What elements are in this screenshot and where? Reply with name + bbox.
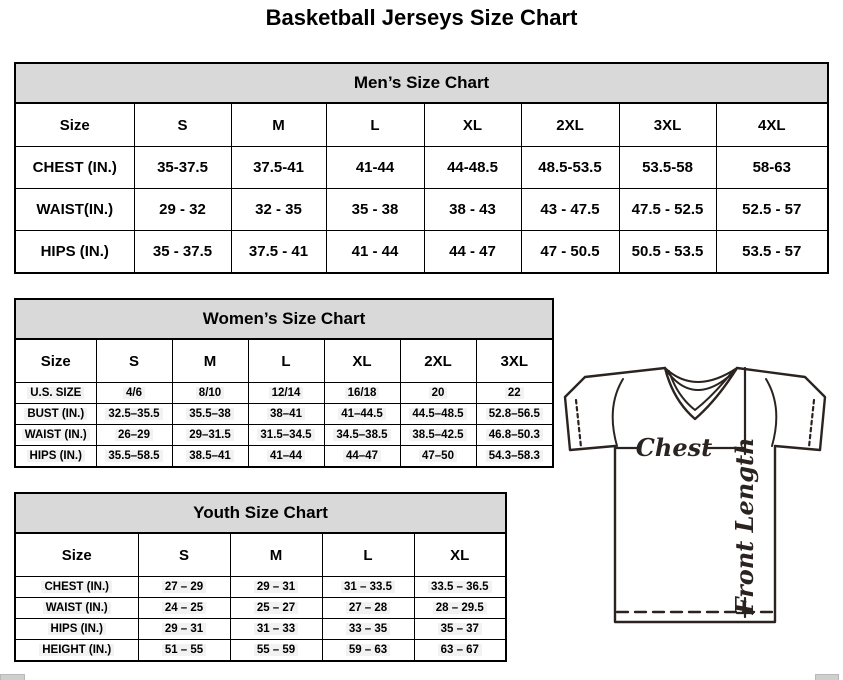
column-header: L bbox=[248, 339, 324, 383]
page-title: Basketball Jerseys Size Chart bbox=[265, 5, 578, 30]
size-cell: 38.5–41 bbox=[172, 446, 248, 468]
row-label: CHEST (IN.) bbox=[15, 147, 134, 189]
jersey-outline-path bbox=[565, 368, 825, 622]
size-cell: 38–41 bbox=[248, 404, 324, 425]
row-label: WAIST (IN.) bbox=[15, 598, 138, 619]
womens-section-header bbox=[15, 299, 553, 339]
mens-section-title: Men’s Size Chart bbox=[15, 63, 828, 103]
size-cell: 31 – 33 bbox=[230, 619, 322, 640]
row-label: HEIGHT (IN.) bbox=[15, 640, 138, 662]
size-cell: 38.5–42.5 bbox=[400, 425, 476, 446]
table-row bbox=[15, 446, 553, 468]
size-cell: 59 – 63 bbox=[322, 640, 414, 662]
size-cell: 37.5 - 41 bbox=[231, 231, 326, 274]
size-cell: 32.5–35.5 bbox=[96, 404, 172, 425]
table-row bbox=[15, 598, 506, 619]
column-header: 3XL bbox=[476, 339, 553, 383]
size-label-header: Size bbox=[15, 103, 134, 147]
size-cell: 55 – 59 bbox=[230, 640, 322, 662]
size-cell: 35 – 37 bbox=[414, 619, 506, 640]
column-header: L bbox=[326, 103, 424, 147]
size-cell: 38 - 43 bbox=[424, 189, 521, 231]
column-header: S bbox=[138, 533, 230, 577]
size-cell: 35 - 37.5 bbox=[134, 231, 231, 274]
front-length-label: Front Length bbox=[730, 437, 759, 615]
size-cell: 44 - 47 bbox=[424, 231, 521, 274]
size-cell: 43 - 47.5 bbox=[521, 189, 619, 231]
table-row bbox=[15, 577, 506, 598]
size-cell: 29 – 31 bbox=[230, 577, 322, 598]
size-label-header: Size bbox=[15, 339, 96, 383]
size-cell: 41 - 44 bbox=[326, 231, 424, 274]
column-header: 2XL bbox=[521, 103, 619, 147]
size-cell: 37.5-41 bbox=[231, 147, 326, 189]
row-label: U.S. SIZE bbox=[15, 383, 96, 404]
size-cell: 54.3–58.3 bbox=[476, 446, 553, 468]
row-label: HIPS (IN.) bbox=[15, 619, 138, 640]
table-row bbox=[15, 231, 828, 274]
column-header: M bbox=[230, 533, 322, 577]
mens-table bbox=[14, 62, 829, 274]
youth-table bbox=[14, 492, 507, 662]
horizontal-scrollbar-right-stub[interactable] bbox=[815, 674, 839, 680]
size-cell: 22 bbox=[476, 383, 553, 404]
size-cell: 53.5-58 bbox=[619, 147, 716, 189]
youth-size-chart-table bbox=[14, 492, 505, 662]
youth-section-header bbox=[15, 493, 506, 533]
table-row bbox=[15, 425, 553, 446]
right-armhole-seam bbox=[766, 379, 776, 446]
size-cell: 35 - 38 bbox=[326, 189, 424, 231]
column-header: XL bbox=[324, 339, 400, 383]
size-cell: 35-37.5 bbox=[134, 147, 231, 189]
size-cell: 63 – 67 bbox=[414, 640, 506, 662]
jersey-diagram bbox=[556, 362, 833, 624]
table-row bbox=[15, 640, 506, 662]
mens-size-chart-table bbox=[14, 62, 827, 274]
size-cell: 24 – 25 bbox=[138, 598, 230, 619]
column-header: L bbox=[322, 533, 414, 577]
womens-section-title: Women’s Size Chart bbox=[15, 299, 553, 339]
size-cell: 8/10 bbox=[172, 383, 248, 404]
size-cell: 51 – 55 bbox=[138, 640, 230, 662]
table-row bbox=[15, 189, 828, 231]
size-cell: 47–50 bbox=[400, 446, 476, 468]
column-header: S bbox=[134, 103, 231, 147]
column-header-row bbox=[15, 533, 506, 577]
table-row bbox=[15, 383, 553, 404]
size-cell: 41–44 bbox=[248, 446, 324, 468]
size-cell: 12/14 bbox=[248, 383, 324, 404]
size-cell: 27 – 29 bbox=[138, 577, 230, 598]
row-label: HIPS (IN.) bbox=[15, 231, 134, 274]
size-cell: 20 bbox=[400, 383, 476, 404]
column-header: XL bbox=[414, 533, 506, 577]
size-cell: 35.5–38 bbox=[172, 404, 248, 425]
size-cell: 31.5–34.5 bbox=[248, 425, 324, 446]
left-armhole-seam bbox=[613, 379, 623, 446]
right-cuff-stitch bbox=[809, 400, 814, 447]
row-label: HIPS (IN.) bbox=[15, 446, 96, 468]
column-header: 3XL bbox=[619, 103, 716, 147]
row-label: BUST (IN.) bbox=[15, 404, 96, 425]
size-cell: 33.5 – 36.5 bbox=[414, 577, 506, 598]
size-cell: 4/6 bbox=[96, 383, 172, 404]
size-cell: 16/18 bbox=[324, 383, 400, 404]
column-header: 2XL bbox=[400, 339, 476, 383]
size-cell: 29 - 32 bbox=[134, 189, 231, 231]
left-cuff-stitch bbox=[576, 400, 581, 447]
size-cell: 31 – 33.5 bbox=[322, 577, 414, 598]
size-cell: 46.8–50.3 bbox=[476, 425, 553, 446]
size-cell: 44.5–48.5 bbox=[400, 404, 476, 425]
row-label: CHEST (IN.) bbox=[15, 577, 138, 598]
column-header: XL bbox=[424, 103, 521, 147]
row-label: WAIST (IN.) bbox=[15, 425, 96, 446]
chest-label: Chest bbox=[635, 433, 713, 462]
size-cell: 35.5–58.5 bbox=[96, 446, 172, 468]
size-cell: 34.5–38.5 bbox=[324, 425, 400, 446]
size-cell: 29–31.5 bbox=[172, 425, 248, 446]
size-cell: 44-48.5 bbox=[424, 147, 521, 189]
size-cell: 58-63 bbox=[716, 147, 828, 189]
size-cell: 52.5 - 57 bbox=[716, 189, 828, 231]
size-cell: 47.5 - 52.5 bbox=[619, 189, 716, 231]
size-cell: 50.5 - 53.5 bbox=[619, 231, 716, 274]
size-cell: 25 – 27 bbox=[230, 598, 322, 619]
table-row bbox=[15, 619, 506, 640]
horizontal-scrollbar-left-stub[interactable] bbox=[0, 674, 25, 680]
column-header: S bbox=[96, 339, 172, 383]
row-label: WAIST(IN.) bbox=[15, 189, 134, 231]
column-header-row bbox=[15, 103, 828, 147]
size-cell: 48.5-53.5 bbox=[521, 147, 619, 189]
table-row bbox=[15, 404, 553, 425]
mens-section-header bbox=[15, 63, 828, 103]
size-cell: 47 - 50.5 bbox=[521, 231, 619, 274]
size-cell: 44–47 bbox=[324, 446, 400, 468]
womens-table bbox=[14, 298, 554, 468]
size-label-header: Size bbox=[15, 533, 138, 577]
size-cell: 28 – 29.5 bbox=[414, 598, 506, 619]
youth-section-title: Youth Size Chart bbox=[15, 493, 506, 533]
womens-size-chart-table bbox=[14, 298, 552, 468]
table-row bbox=[15, 147, 828, 189]
size-cell: 41-44 bbox=[326, 147, 424, 189]
size-cell: 33 – 35 bbox=[322, 619, 414, 640]
size-cell: 52.8–56.5 bbox=[476, 404, 553, 425]
size-cell: 29 – 31 bbox=[138, 619, 230, 640]
column-header: M bbox=[231, 103, 326, 147]
size-cell: 53.5 - 57 bbox=[716, 231, 828, 274]
size-cell: 27 – 28 bbox=[322, 598, 414, 619]
size-cell: 32 - 35 bbox=[231, 189, 326, 231]
column-header: 4XL bbox=[716, 103, 828, 147]
column-header-row bbox=[15, 339, 553, 383]
column-header: M bbox=[172, 339, 248, 383]
size-cell: 41–44.5 bbox=[324, 404, 400, 425]
size-cell: 26–29 bbox=[96, 425, 172, 446]
